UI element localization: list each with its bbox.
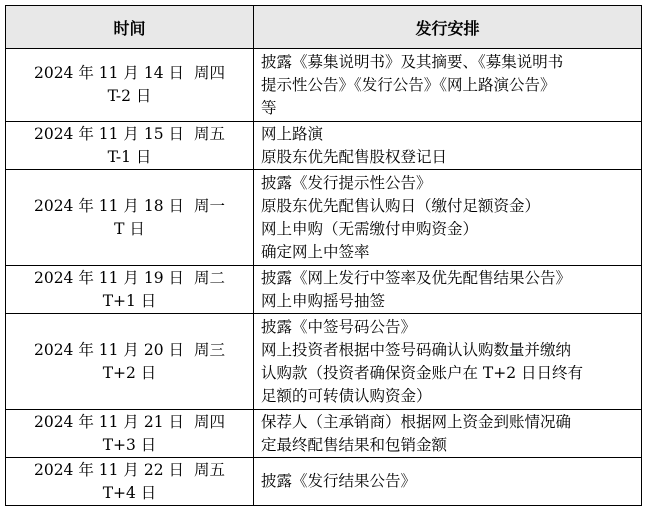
arrangement-line: 披露《网上发行中签率及优先配售结果公告》 xyxy=(261,268,572,287)
table-row xyxy=(6,458,642,506)
time-cell xyxy=(6,266,254,314)
arrangement-line: 网上申购摇号抽签 xyxy=(261,291,386,310)
issuance-schedule-table xyxy=(5,5,642,506)
arrangement-line: 披露《发行结果公告》 xyxy=(261,472,417,490)
table-row xyxy=(6,314,642,410)
arrangement-cell xyxy=(254,410,642,458)
arrangement-line: 网上申购（无需缴付申购资金） xyxy=(261,219,479,238)
arrangement-cell xyxy=(254,458,642,506)
arrangement-line: 足额的可转债认购资金） xyxy=(261,386,432,405)
arrangement-line: 原股东优先配售股权登记日 xyxy=(261,147,448,166)
date-text: 2024 年 11 月 21 日 xyxy=(33,412,184,431)
table-row xyxy=(6,410,642,458)
time-cell xyxy=(6,49,254,122)
date-text: 2024 年 11 月 22 日 xyxy=(33,460,184,479)
arrangement-line: 保荐人（主承销商）根据网上资金到账情况确 xyxy=(261,412,572,431)
time-cell xyxy=(6,458,254,506)
arrangement-cell xyxy=(254,314,642,410)
t-day-text: T+1 日 xyxy=(102,291,157,310)
weekday-text: 周四 xyxy=(194,64,226,82)
table-row xyxy=(6,170,642,266)
t-day-text: T 日 xyxy=(114,219,145,238)
table-row xyxy=(6,49,642,122)
arrangement-line: 网上路演 xyxy=(261,124,324,143)
arrangement-line: 定最终配售结果和包销金额 xyxy=(261,435,448,454)
weekday-text: 周五 xyxy=(194,124,226,143)
weekday-text: 周五 xyxy=(194,460,226,479)
time-cell xyxy=(6,410,254,458)
time-cell xyxy=(6,314,254,410)
arrangement-cell xyxy=(254,266,642,314)
t-day-text: T+4 日 xyxy=(102,483,157,502)
date-text: 2024 年 11 月 20 日 xyxy=(33,340,184,359)
arrangement-line: 披露《发行提示性公告》 xyxy=(261,173,432,192)
arrangement-cell xyxy=(254,170,642,266)
arrangement-line: 原股东优先配售认购日（缴付足额资金） xyxy=(261,196,541,215)
header-arrangement: 发行安排 xyxy=(254,6,642,49)
arrangement-line: 披露《中签号码公告》 xyxy=(261,317,417,336)
t-day-text: T-2 日 xyxy=(107,87,152,105)
weekday-text: 周一 xyxy=(194,196,226,215)
time-cell xyxy=(6,122,254,170)
t-day-text: T+2 日 xyxy=(102,363,157,382)
arrangement-line: 网上投资者根据中签号码确认认购数量并缴纳 xyxy=(261,340,572,359)
table-header-row xyxy=(6,6,642,49)
header-time: 时间 xyxy=(6,6,254,49)
date-text: 2024 年 11 月 19 日 xyxy=(33,268,184,287)
arrangement-line: 确定网上中签率 xyxy=(261,242,370,261)
weekday-text: 周三 xyxy=(194,340,226,359)
date-text: 2024 年 11 月 14 日 xyxy=(33,64,184,82)
date-text: 2024 年 11 月 18 日 xyxy=(33,196,184,215)
arrangement-cell xyxy=(254,49,642,122)
weekday-text: 周四 xyxy=(194,412,226,431)
time-cell xyxy=(6,170,254,266)
date-text: 2024 年 11 月 15 日 xyxy=(33,124,184,143)
table-row xyxy=(6,122,642,170)
arrangement-line: 等 xyxy=(261,98,277,117)
arrangement-line: 提示性公告》《发行公告》《网上路演公告》 xyxy=(261,75,556,94)
arrangement-line: 认购款（投资者确保资金账户在 T+2 日日终有 xyxy=(261,363,584,382)
t-day-text: T+3 日 xyxy=(102,435,157,454)
t-day-text: T-1 日 xyxy=(107,147,152,166)
weekday-text: 周二 xyxy=(194,268,226,287)
arrangement-line: 披露《募集说明书》及其摘要、《募集说明书 xyxy=(261,52,564,71)
table-row xyxy=(6,266,642,314)
arrangement-cell xyxy=(254,122,642,170)
